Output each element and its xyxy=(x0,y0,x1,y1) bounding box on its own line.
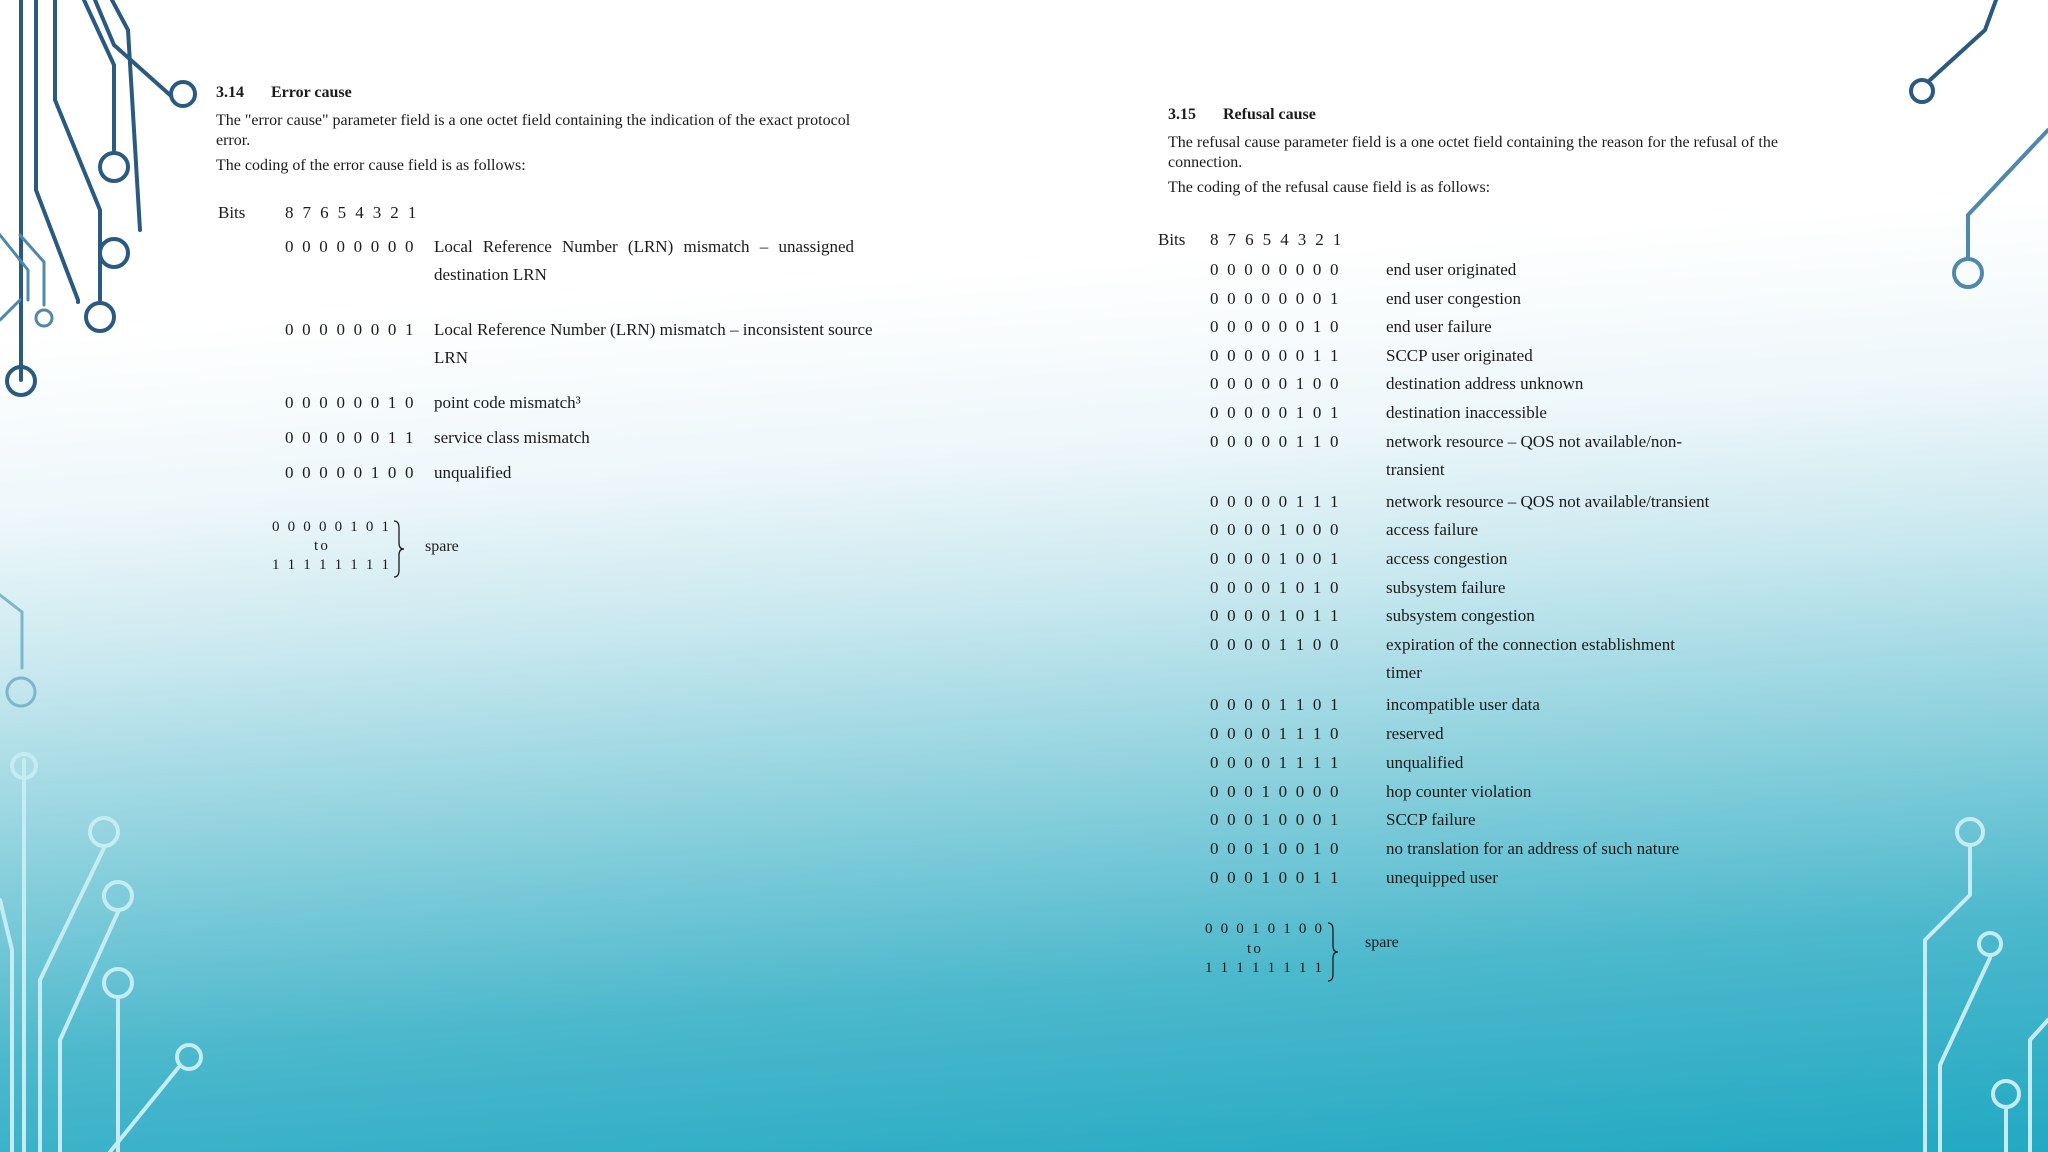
circuit-line xyxy=(1930,0,1996,80)
code-value: 0 0 0 0 0 1 0 0 xyxy=(1210,374,1341,393)
code-value: 0 0 0 0 0 0 0 0 xyxy=(285,237,416,256)
code-description: unqualified xyxy=(434,463,512,482)
section-description: The "error cause" parameter field is a one octet field containing the indication of the exact protocol error. xyxy=(216,112,851,149)
code-description: no translation for an address of such nature xyxy=(1386,839,1680,858)
code-description: unqualified xyxy=(1386,753,1464,772)
circuit-line xyxy=(110,1068,178,1152)
spare-from: 0 0 0 1 0 1 0 0 xyxy=(1205,921,1325,937)
spare-to: 1 1 1 1 1 1 1 1 xyxy=(272,557,392,573)
circuit-line xyxy=(0,595,22,668)
section-description: The refusal cause parameter field is a one octet field containing the reason for the refusal of the connection. xyxy=(1168,134,1778,171)
code-description: incompatible user data xyxy=(1386,695,1540,714)
code-value: 0 0 0 1 0 0 1 1 xyxy=(1210,868,1341,887)
circuit-line xyxy=(20,235,44,305)
code-value: 0 0 0 0 1 0 1 1 xyxy=(1210,606,1341,625)
code-description: network resource – QOS not available/non-transient xyxy=(1386,432,1682,479)
circuit-line xyxy=(1968,130,2048,256)
circuit-node xyxy=(1979,933,2001,955)
code-description: Local Reference Number (LRN) mismatch – unassigned destination LRN xyxy=(434,237,854,284)
code-description: subsystem congestion xyxy=(1386,606,1535,625)
code-value: 0 0 0 0 0 0 0 1 xyxy=(1210,289,1341,308)
brace-icon xyxy=(1326,922,1342,982)
spare-to-word: to xyxy=(1246,941,1264,957)
circuit-line xyxy=(2030,1020,2048,1152)
spare-to-word: to xyxy=(313,538,331,554)
section-title: Refusal cause xyxy=(1223,106,1316,123)
code-description: SCCP user originated xyxy=(1386,346,1533,365)
code-description: end user originated xyxy=(1386,260,1517,279)
code-value: 0 0 0 0 0 0 0 1 xyxy=(285,320,416,339)
code-value: 0 0 0 1 0 0 1 0 xyxy=(1210,839,1341,858)
code-value: 0 0 0 0 0 0 1 1 xyxy=(1210,346,1341,365)
code-value: 0 0 0 0 1 1 0 0 xyxy=(1210,635,1341,654)
code-value: 0 0 0 0 0 0 0 0 xyxy=(1210,260,1341,279)
code-description: end user failure xyxy=(1386,317,1492,336)
code-description: access failure xyxy=(1386,520,1479,539)
section-number: 3.15 xyxy=(1168,106,1196,123)
code-description: point code mismatch³ xyxy=(434,393,581,412)
coding-intro: The coding of the refusal cause field is as follows: xyxy=(1168,179,1491,196)
code-description: reserved xyxy=(1386,724,1444,743)
code-value: 0 0 0 0 1 1 0 1 xyxy=(1210,695,1341,714)
code-description: SCCP failure xyxy=(1386,810,1476,829)
circuit-line xyxy=(0,300,20,320)
code-description: Local Reference Number (LRN) mismatch – inconsistent source LRN xyxy=(434,320,873,367)
section-title: Error cause xyxy=(271,84,352,101)
circuit-node xyxy=(7,678,35,706)
code-value: 0 0 0 0 1 1 1 1 xyxy=(1210,753,1341,772)
circuit-node xyxy=(1954,259,1982,287)
code-description: hop counter violation xyxy=(1386,782,1532,801)
code-value: 0 0 0 0 0 0 1 0 xyxy=(1210,317,1341,336)
bit-order: 8 7 6 5 4 3 2 1 xyxy=(285,203,419,222)
code-value: 0 0 0 0 0 1 0 1 xyxy=(1210,403,1341,422)
brace-icon xyxy=(392,520,408,578)
bits-label: Bits xyxy=(218,203,246,222)
circuit-node xyxy=(177,1045,201,1069)
circuit-line xyxy=(112,0,140,230)
circuit-node xyxy=(36,310,52,326)
spare-to: 1 1 1 1 1 1 1 1 xyxy=(1205,960,1325,976)
code-value: 0 0 0 0 0 1 0 0 xyxy=(285,463,416,482)
spare-from: 0 0 0 0 0 1 0 1 xyxy=(272,519,392,535)
circuit-line xyxy=(1925,848,1970,1152)
section-number: 3.14 xyxy=(216,84,244,101)
circuit-node xyxy=(104,969,132,997)
code-value: 0 0 0 0 0 1 1 1 xyxy=(1210,492,1341,511)
circuit-node xyxy=(171,82,195,106)
code-value: 0 0 0 1 0 0 0 1 xyxy=(1210,810,1341,829)
bit-order: 8 7 6 5 4 3 2 1 xyxy=(1210,230,1344,249)
circuit-line xyxy=(84,0,114,150)
circuit-line xyxy=(60,912,118,1152)
circuit-node xyxy=(100,239,128,267)
circuit-node xyxy=(104,882,132,910)
bits-label: Bits xyxy=(1158,230,1186,249)
code-value: 0 0 0 0 1 1 1 0 xyxy=(1210,724,1341,743)
circuit-node xyxy=(86,303,114,331)
code-description: destination inaccessible xyxy=(1386,403,1547,422)
code-value: 0 0 0 0 0 1 1 0 xyxy=(1210,432,1341,451)
circuit-node xyxy=(1957,819,1983,845)
spare-label: spare xyxy=(1365,934,1399,951)
code-description: network resource – QOS not available/transient xyxy=(1386,492,1710,511)
circuit-line xyxy=(0,235,28,300)
code-description: service class mismatch xyxy=(434,428,590,447)
code-description: unequipped user xyxy=(1386,868,1498,887)
circuit-node xyxy=(100,153,128,181)
circuit-node xyxy=(1911,80,1933,102)
code-value: 0 0 0 0 1 0 1 0 xyxy=(1210,578,1341,597)
code-description: expiration of the connection establishment timer xyxy=(1386,635,1675,682)
circuit-line xyxy=(1940,958,1990,1152)
circuit-node xyxy=(1993,1081,2019,1107)
spare-label: spare xyxy=(425,538,459,555)
code-value: 0 0 0 0 1 0 0 1 xyxy=(1210,549,1341,568)
code-description: access congestion xyxy=(1386,549,1508,568)
code-description: subsystem failure xyxy=(1386,578,1506,597)
circuit-line xyxy=(0,900,12,1152)
coding-intro: The coding of the error cause field is as follows: xyxy=(216,157,526,174)
circuit-node xyxy=(90,818,118,846)
code-value: 0 0 0 1 0 0 0 0 xyxy=(1210,782,1341,801)
code-value: 0 0 0 0 0 0 1 0 xyxy=(285,393,416,412)
circuit-line xyxy=(40,848,104,1152)
code-value: 0 0 0 0 0 0 1 1 xyxy=(285,428,416,447)
code-description: end user congestion xyxy=(1386,289,1522,308)
code-description: destination address unknown xyxy=(1386,374,1584,393)
code-value: 0 0 0 0 1 0 0 0 xyxy=(1210,520,1341,539)
